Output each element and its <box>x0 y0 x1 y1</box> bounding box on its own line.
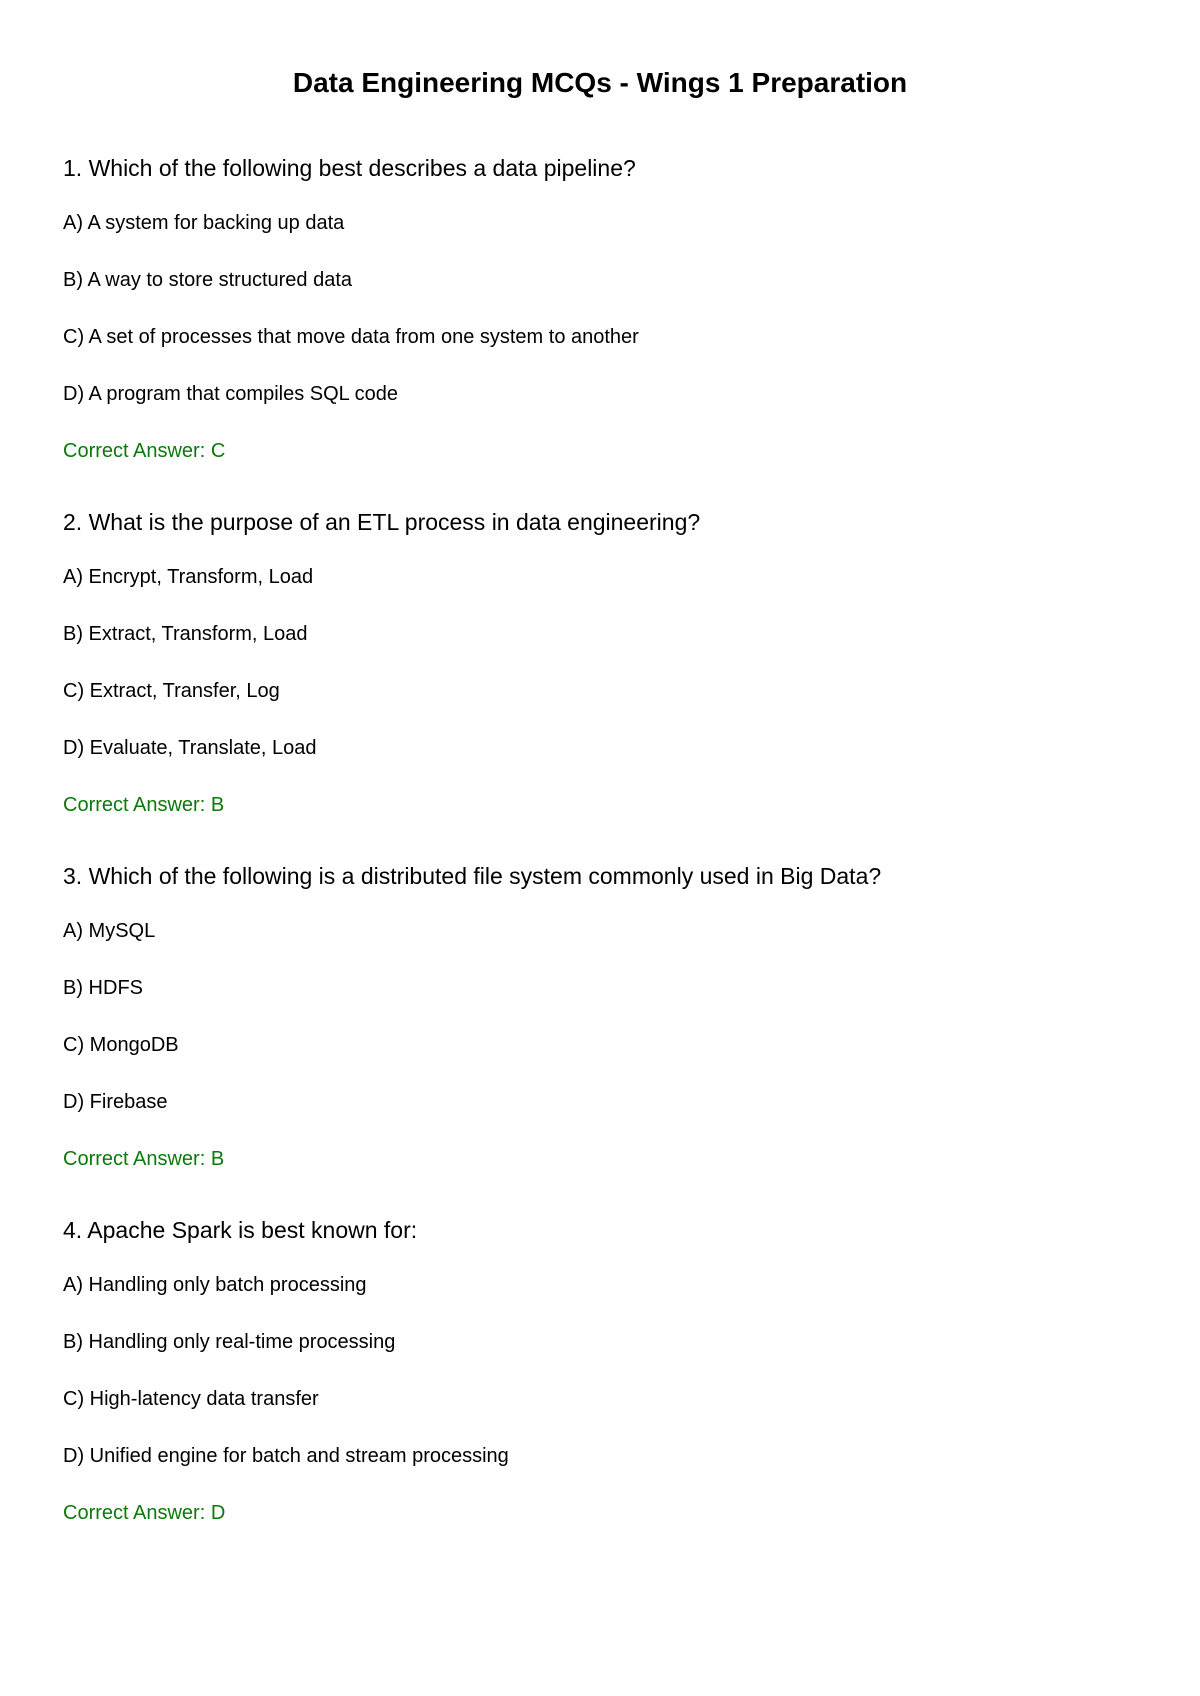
option-a: A) MySQL <box>63 920 156 942</box>
correct-answer: Correct Answer: D <box>63 1502 226 1524</box>
option-d: D) Evaluate, Translate, Load <box>63 737 317 759</box>
option-c: C) MongoDB <box>63 1034 179 1056</box>
option-d: D) Firebase <box>63 1091 168 1113</box>
correct-answer: Correct Answer: B <box>63 1148 225 1170</box>
option-c: C) Extract, Transfer, Log <box>63 680 280 702</box>
option-c: C) High-latency data transfer <box>63 1388 319 1410</box>
question-list <box>63 154 1143 1570</box>
option-b: B) HDFS <box>63 977 143 999</box>
question-block-3 <box>63 862 1143 1172</box>
option-b: B) A way to store structured data <box>63 269 353 291</box>
correct-answer: Correct Answer: B <box>63 794 225 816</box>
option-b: B) Handling only real-time processing <box>63 1331 396 1353</box>
question-block-2 <box>63 508 1143 818</box>
question-text: 3. Which of the following is a distributed file system commonly used in Big Data? <box>63 863 882 889</box>
question-block-4 <box>63 1216 1143 1526</box>
option-a: A) Handling only batch processing <box>63 1274 367 1296</box>
question-block-1 <box>63 154 1143 464</box>
option-c: C) A set of processes that move data from one system to another <box>63 326 639 348</box>
question-text: 4. Apache Spark is best known for: <box>63 1217 418 1243</box>
option-a: A) A system for backing up data <box>63 212 345 234</box>
question-text: 2. What is the purpose of an ETL process in data engineering? <box>63 509 701 535</box>
correct-answer: Correct Answer: C <box>63 440 226 462</box>
option-d: D) A program that compiles SQL code <box>63 383 398 405</box>
option-a: A) Encrypt, Transform, Load <box>63 566 314 588</box>
question-text: 1. Which of the following best describes a data pipeline? <box>63 155 636 181</box>
page-title: Data Engineering MCQs - Wings 1 Preparation <box>292 67 908 98</box>
option-d: D) Unified engine for batch and stream processing <box>63 1445 509 1467</box>
option-b: B) Extract, Transform, Load <box>63 623 308 645</box>
